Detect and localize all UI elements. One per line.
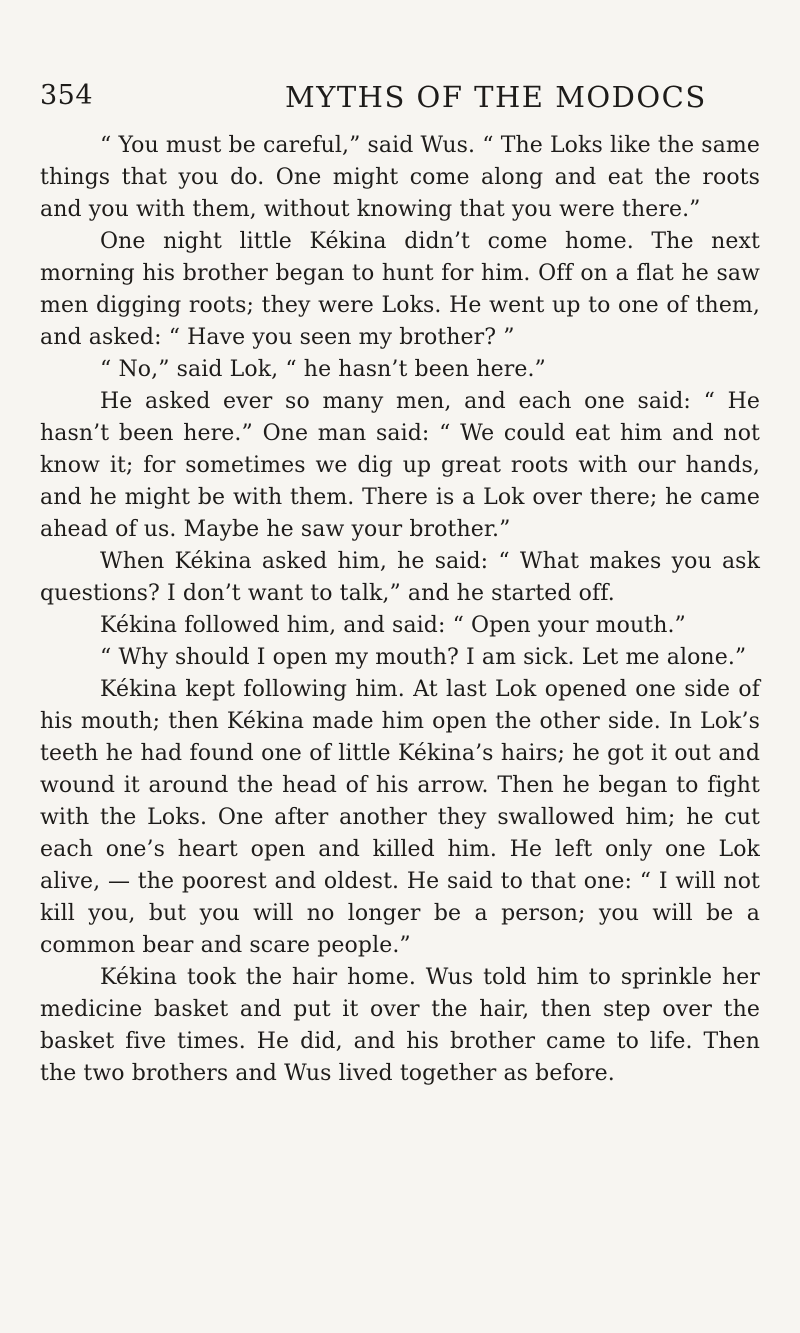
body-text xyxy=(40,130,760,1090)
paragraph: “ No,” said Lok, “ he hasn’t been here.” xyxy=(100,357,546,382)
paragraph: Kékina kept following him. At last Lok opened one side of his mouth; then Kékina made him open the other side. In Lok’s teeth he had found one of little Kékina’s hairs; he got it out and wound it around the head of his arrow. Then he began to fight with the Loks. One after another they swallowed him; he cut each one’s heart open and killed him. He left only one Lok alive, — the poorest and oldest. He said to that one: “ I will not kill you, but you will no longer be a person; you will be a common bear and scare people.” xyxy=(40,677,760,958)
paragraph: He asked ever so many men, and each one said: “ He hasn’t been here.” One man said: “ We could eat him and not know it; for sometimes we dig up great roots with our hands, and he might be with them. There is a Lok over there; he came ahead of us. Maybe he saw your brother.” xyxy=(40,389,760,542)
paragraph: One night little Kékina didn’t come home. The next morning his brother began to hunt for him. Off on a flat he saw men digging roots; they were Loks. He went up to one of them, and asked: “ Have you seen my brother? ” xyxy=(40,229,760,350)
paragraph: When Kékina asked him, he said: “ What makes you ask questions? I don’t want to talk,” and he started off. xyxy=(40,549,760,606)
paragraph: “ You must be careful,” said Wus. “ The Loks like the same things that you do. One might come along and eat the roots and you with them, without knowing that you were there.” xyxy=(40,133,760,222)
page-number: 354 xyxy=(40,80,94,111)
running-title: MYTHS OF THE MODOCS xyxy=(285,80,707,114)
paragraph: Kékina took the hair home. Wus told him to sprinkle her medicine basket and put it over the hair, then step over the basket five times. He did, and his brother came to life. Then the two brothers and Wus lived together as before. xyxy=(40,965,760,1086)
page-header xyxy=(40,80,760,120)
paragraph: Kékina followed him, and said: “ Open your mouth.” xyxy=(100,613,686,638)
paragraph: “ Why should I open my mouth? I am sick. Let me alone.” xyxy=(100,645,747,670)
